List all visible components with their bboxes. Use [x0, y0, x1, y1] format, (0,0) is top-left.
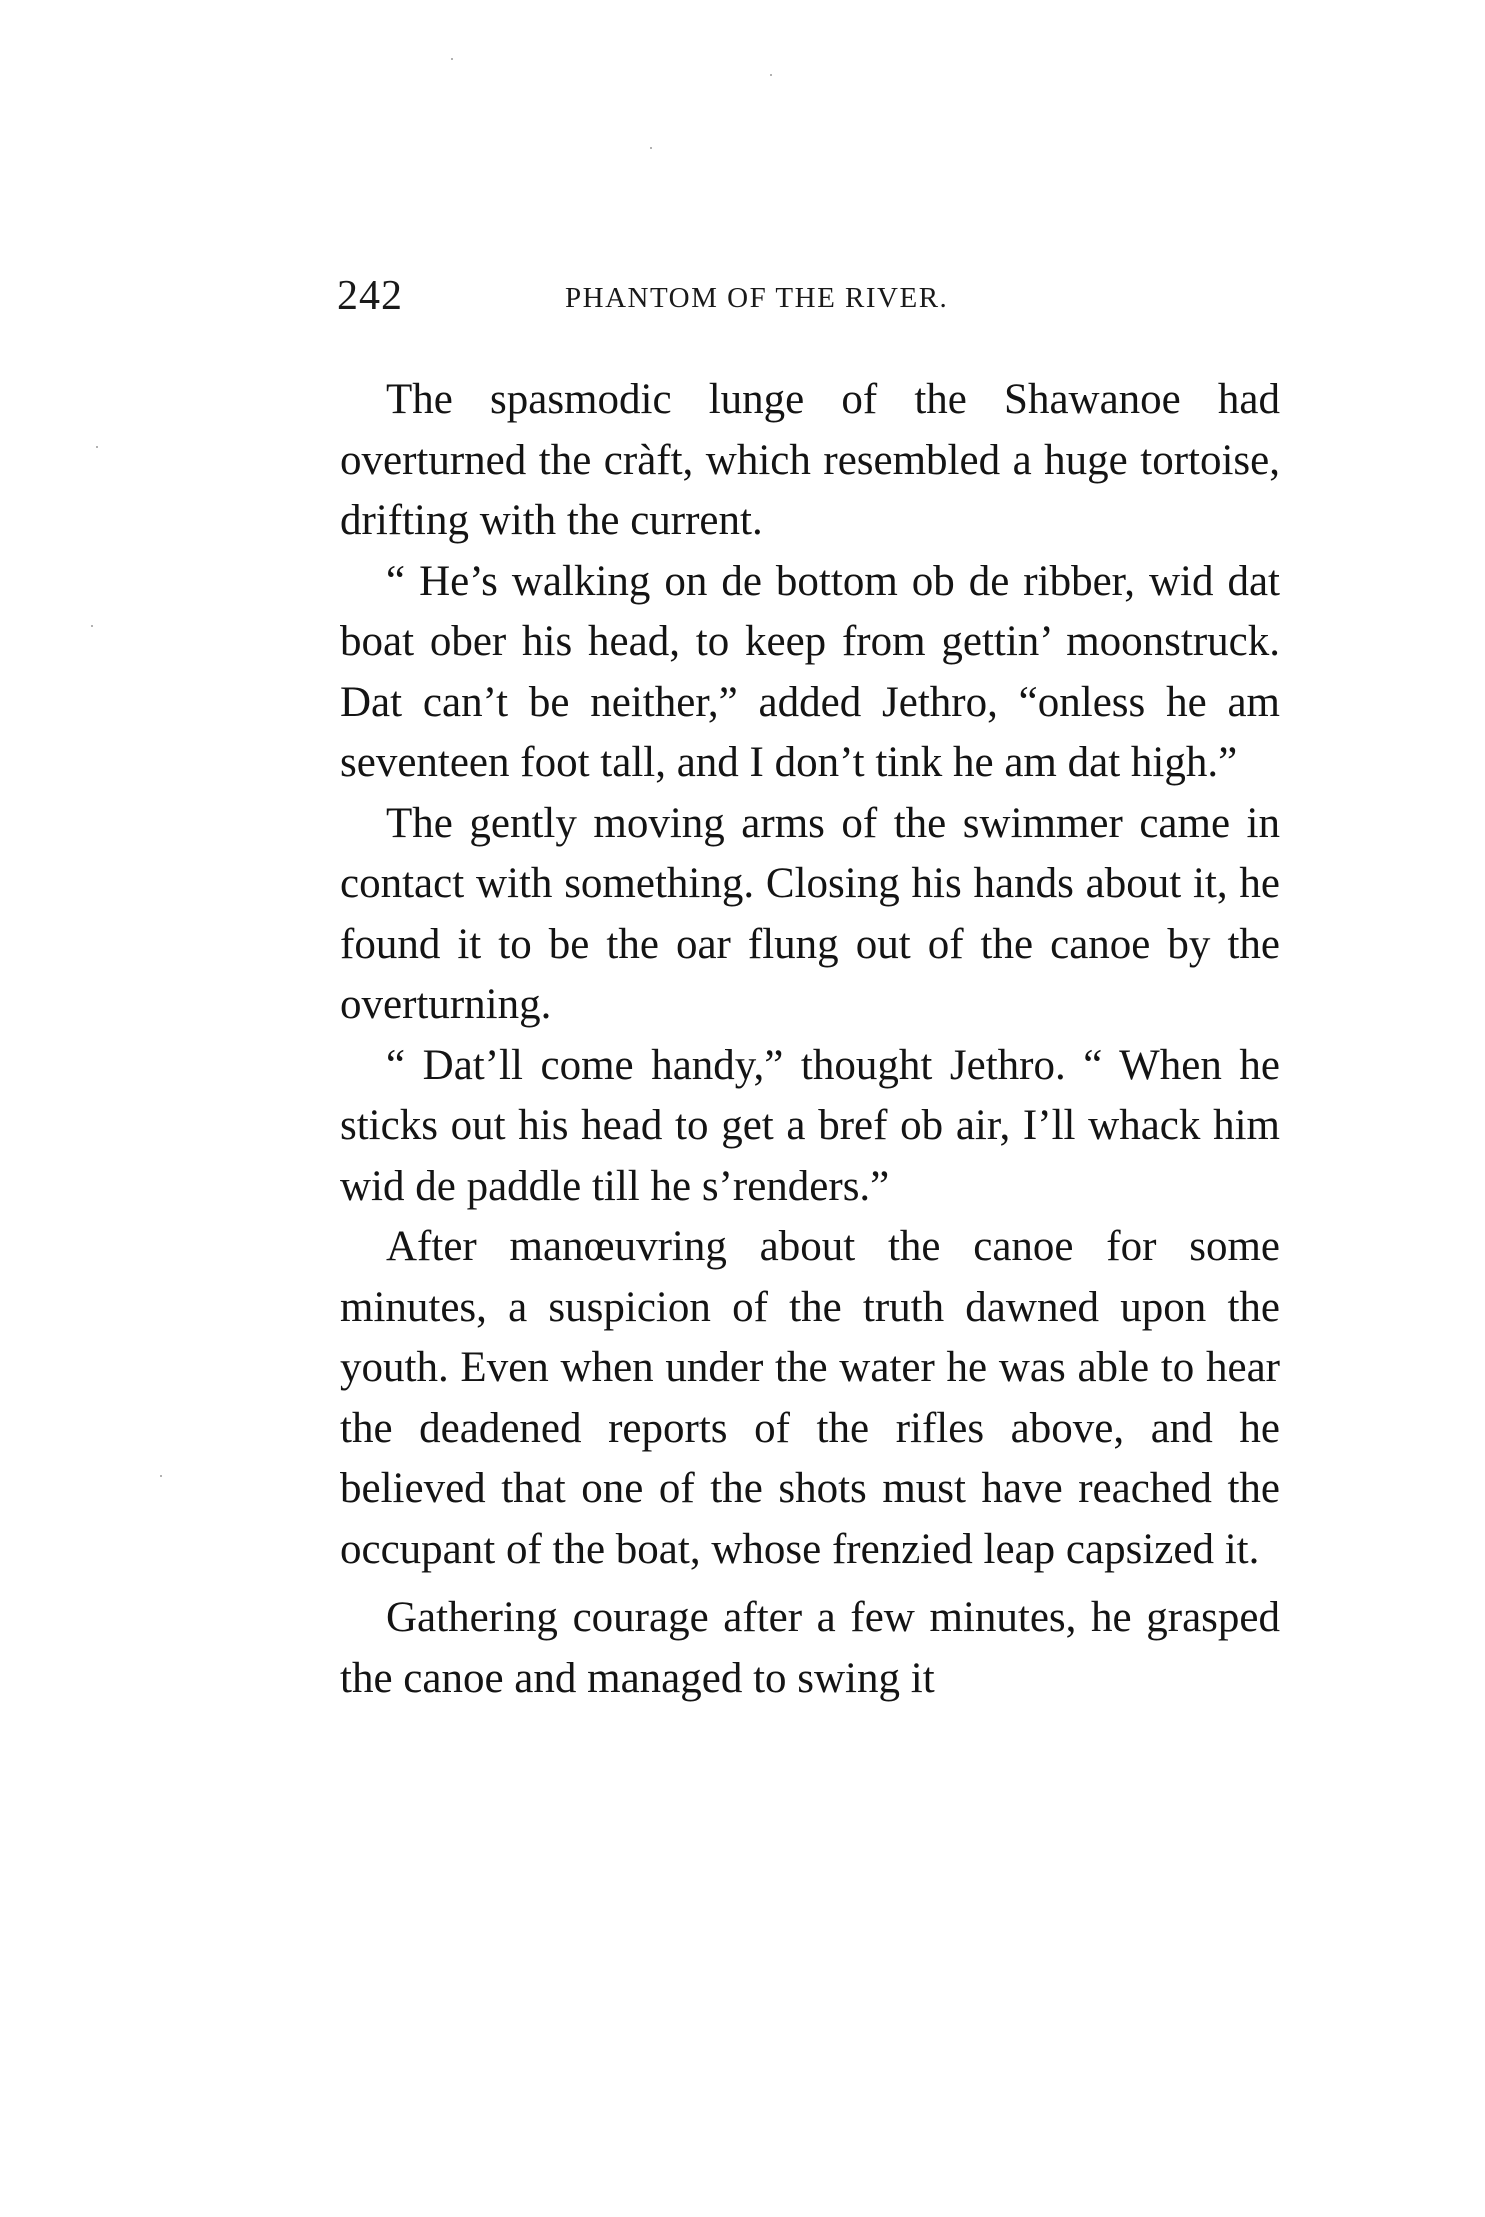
paper-speck [650, 147, 652, 149]
body-text [340, 370, 1280, 1709]
running-title: PHANTOM OF THE RIVER. [565, 282, 949, 314]
page-number: 242 [337, 273, 403, 319]
paper-speck [770, 74, 772, 76]
paragraph: The gently moving arms of the swimmer came in contact with something. Closing his hands about it, he found it to be the oar flung out of the canoe by the overturning. [340, 799, 1280, 1028]
paper-speck [451, 58, 453, 60]
paragraph: Gathering courage after a few minutes, he grasped the canoe and managed to swing it [340, 1594, 1280, 1702]
page-header [337, 272, 1277, 332]
paragraph: After manœuvring about the canoe for some minutes, a suspicion of the truth dawned upon the youth. Even when under the water he was able to hear the deadened reports of the rifles above, and he believed that one of the shots must have reached the occupant of the boat, whose frenzied leap capsized it. [340, 1223, 1280, 1573]
paragraph: “ Dat’ll come handy,” thought Jethro. “ When he sticks out his head to get a bref ob air, I’ll whack him wid de paddle till he s’renders.” [340, 1041, 1280, 1210]
paragraph: The spasmodic lunge of the Shawanoe had overturned the cràft, which resembled a huge tortoise, drifting with the current. [340, 376, 1280, 544]
paper-speck [96, 446, 98, 448]
paper-speck [160, 1475, 162, 1477]
paper-speck [91, 625, 93, 627]
paragraph: “ He’s walking on de bottom ob de ribber, wid dat boat ober his head, to keep from gettin’ moonstruck. Dat can’t be neither,” added Jethro, “onless he am seventeen foot tall, and I don’t tink he am dat high.” [340, 557, 1280, 786]
